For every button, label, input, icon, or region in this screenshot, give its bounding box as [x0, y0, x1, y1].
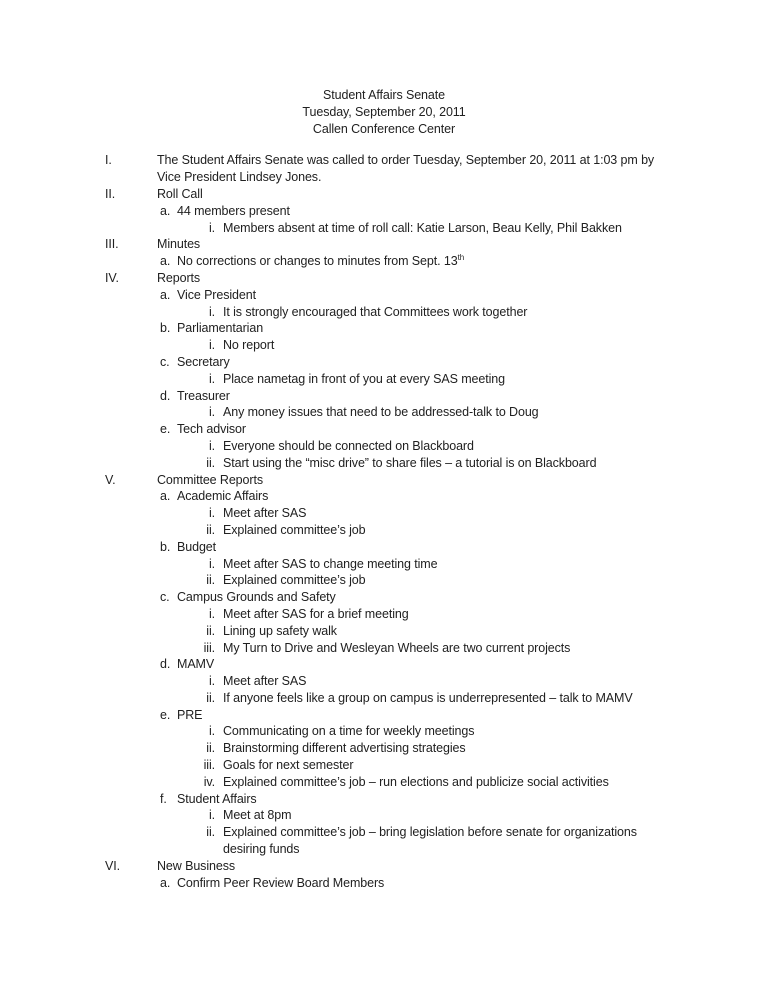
- list-marker: i.: [208, 606, 215, 621]
- list-marker: i.: [208, 371, 215, 386]
- superscript: th: [457, 253, 465, 263]
- minutes-line: [0, 807, 768, 824]
- list-item-text: desiring funds: [223, 842, 300, 857]
- minutes-line: [0, 707, 768, 724]
- minutes-outline: [0, 152, 768, 891]
- list-item-text: Treasurer: [177, 388, 230, 403]
- list-item-text: Committee Reports: [157, 472, 263, 487]
- list-item-text: Parliamentarian: [177, 321, 264, 336]
- minutes-line: [0, 606, 768, 623]
- list-marker: ii.: [206, 455, 215, 470]
- list-marker: III.: [105, 237, 119, 252]
- minutes-line: [0, 690, 768, 707]
- minutes-line: [0, 337, 768, 354]
- list-item-text: Start using the “misc drive” to share files – a tutorial is on Blackboard: [223, 455, 597, 470]
- minutes-line: [0, 220, 768, 237]
- list-marker: I.: [105, 153, 112, 168]
- list-marker: II.: [105, 186, 116, 201]
- list-item-text: Vice President: [177, 287, 256, 302]
- list-marker: ii.: [206, 825, 215, 840]
- list-marker: c.: [160, 354, 170, 369]
- minutes-line: [0, 656, 768, 673]
- list-marker: b.: [160, 539, 171, 554]
- minutes-line: [0, 388, 768, 405]
- list-marker: iii.: [203, 758, 215, 773]
- list-marker: a.: [160, 254, 171, 269]
- list-item-text: PRE: [177, 707, 203, 722]
- minutes-line: [0, 740, 768, 757]
- minutes-line: [0, 270, 768, 287]
- list-item-text: Academic Affairs: [177, 489, 269, 504]
- list-item-text: Minutes: [157, 237, 201, 252]
- list-item-text: Brainstorming different advertising strategies: [223, 741, 466, 756]
- list-marker: d.: [160, 388, 171, 403]
- minutes-line: [0, 539, 768, 556]
- list-item-text: New Business: [157, 858, 235, 873]
- minutes-line: [0, 757, 768, 774]
- list-item-text: Roll Call: [157, 186, 203, 201]
- minutes-line: [0, 488, 768, 505]
- minutes-line: [0, 673, 768, 690]
- list-item-text: The Student Affairs Senate was called to order Tuesday, September 20, 2011 at 1:03 pm by: [157, 153, 655, 168]
- list-item-text: My Turn to Drive and Wesleyan Wheels are two current projects: [223, 640, 571, 655]
- list-marker: i.: [208, 808, 215, 823]
- document-date: Tuesday, September 20, 2011: [302, 104, 466, 119]
- list-marker: iv.: [203, 774, 215, 789]
- minutes-line: [0, 572, 768, 589]
- list-marker: ii.: [206, 573, 215, 588]
- list-item-text: Meet after SAS: [223, 506, 307, 521]
- list-marker: ii.: [206, 690, 215, 705]
- list-item-text: No report: [223, 338, 275, 353]
- list-item-text: Explained committee’s job – run elections and publicize social activities: [223, 774, 609, 789]
- list-marker: a.: [160, 203, 171, 218]
- list-marker: i.: [208, 304, 215, 319]
- minutes-line: [0, 236, 768, 253]
- minutes-line: [0, 354, 768, 371]
- list-marker: e.: [160, 422, 171, 437]
- minutes-line: [0, 438, 768, 455]
- list-marker: iii.: [203, 640, 215, 655]
- minutes-line: [0, 505, 768, 522]
- list-marker: VI.: [105, 858, 120, 873]
- document-header: [0, 0, 768, 137]
- list-marker: a.: [160, 287, 171, 302]
- list-marker: i.: [208, 674, 215, 689]
- list-item-text: Meet after SAS for a brief meeting: [223, 606, 409, 621]
- list-marker: i.: [208, 220, 215, 235]
- list-item-text: Explained committee’s job: [223, 573, 366, 588]
- list-marker: i.: [208, 556, 215, 571]
- minutes-line: [0, 791, 768, 808]
- minutes-line: [0, 522, 768, 539]
- list-item-text: It is strongly encouraged that Committees work together: [223, 304, 528, 319]
- list-item-text: Tech advisor: [177, 422, 246, 437]
- list-item-text: Reports: [157, 270, 201, 285]
- list-item-text: Meet after SAS to change meeting time: [223, 556, 438, 571]
- list-item-text: Meet at 8pm: [223, 808, 292, 823]
- minutes-line: [0, 723, 768, 740]
- list-marker: ii.: [206, 522, 215, 537]
- minutes-line: [0, 875, 768, 892]
- list-marker: e.: [160, 707, 171, 722]
- minutes-line: [0, 253, 768, 270]
- list-item-text: Vice President Lindsey Jones.: [157, 170, 322, 185]
- list-item-text: Place nametag in front of you at every SAS meeting: [223, 371, 505, 386]
- list-marker: i.: [208, 405, 215, 420]
- list-item-text: Meet after SAS: [223, 674, 307, 689]
- minutes-line: [0, 455, 768, 472]
- document-title: Student Affairs Senate: [323, 88, 445, 102]
- minutes-line: [0, 589, 768, 606]
- minutes-line: [0, 203, 768, 220]
- minutes-line: [0, 152, 768, 169]
- list-item-text: Secretary: [177, 354, 230, 369]
- minutes-line: [0, 858, 768, 875]
- list-item-text: Budget: [177, 539, 217, 554]
- list-marker: i.: [208, 724, 215, 739]
- list-item-text: Goals for next semester: [223, 758, 354, 773]
- minutes-line: [0, 824, 768, 841]
- minutes-line: [0, 320, 768, 337]
- list-item-text: Any money issues that need to be addressed-talk to Doug: [223, 405, 539, 420]
- list-marker: c.: [160, 590, 170, 605]
- minutes-line: [0, 472, 768, 489]
- list-marker: i.: [208, 338, 215, 353]
- list-item-text: 44 members present: [177, 203, 290, 218]
- list-item-text: Explained committee’s job – bring legislation before senate for organizations: [223, 825, 637, 840]
- list-marker: d.: [160, 657, 171, 672]
- document-location: Callen Conference Center: [312, 121, 456, 136]
- minutes-line: [0, 556, 768, 573]
- list-marker: [105, 841, 215, 858]
- minutes-line: [0, 287, 768, 304]
- list-item-text: MAMV: [177, 657, 215, 672]
- list-marker: a.: [160, 875, 171, 890]
- minutes-line: [0, 421, 768, 438]
- list-item-text: Members absent at time of roll call: Katie Larson, Beau Kelly, Phil Bakken: [223, 220, 622, 235]
- list-marker: V.: [105, 472, 116, 487]
- list-item-text: Explained committee’s job: [223, 522, 366, 537]
- list-marker: [105, 169, 157, 186]
- list-item-text: Everyone should be connected on Blackboard: [223, 438, 474, 453]
- list-item-text: Campus Grounds and Safety: [177, 590, 336, 605]
- list-marker: ii.: [206, 741, 215, 756]
- minutes-line: [0, 841, 768, 858]
- minutes-line: [0, 623, 768, 640]
- list-item-text: No corrections or changes to minutes from Sept. 13th: [177, 253, 465, 269]
- list-item-text: Confirm Peer Review Board Members: [177, 875, 385, 890]
- minutes-line: [0, 774, 768, 791]
- list-marker: ii.: [206, 623, 215, 638]
- minutes-line: [0, 186, 768, 203]
- list-item-text: Communicating on a time for weekly meetings: [223, 724, 475, 739]
- list-marker: a.: [160, 489, 171, 504]
- list-marker: f.: [160, 791, 167, 806]
- minutes-line: [0, 640, 768, 657]
- list-marker: i.: [208, 506, 215, 521]
- minutes-line: [0, 371, 768, 388]
- list-marker: b.: [160, 321, 171, 336]
- list-item-text: Student Affairs: [177, 791, 257, 806]
- minutes-line: [0, 169, 768, 186]
- minutes-line: [0, 404, 768, 421]
- list-marker: i.: [208, 438, 215, 453]
- list-item-text: Lining up safety walk: [223, 623, 337, 638]
- minutes-line: [0, 304, 768, 321]
- list-item-text: If anyone feels like a group on campus is underrepresented – talk to MAMV: [223, 690, 633, 705]
- list-marker: IV.: [105, 270, 119, 285]
